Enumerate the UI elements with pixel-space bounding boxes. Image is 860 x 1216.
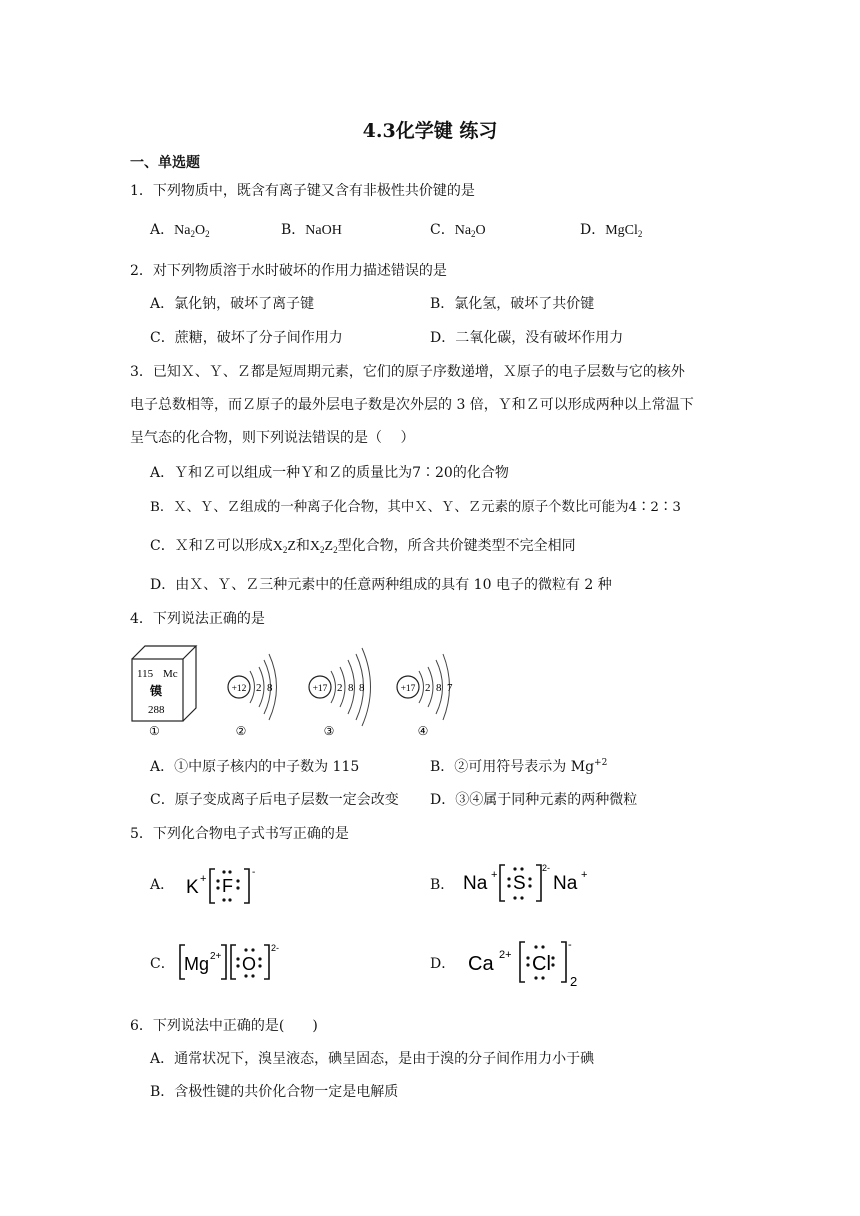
svg-text:③: ③	[323, 724, 335, 738]
q4-stem: 4．下列说法正确的是	[130, 611, 265, 627]
q3-option-b: B．Ｘ、Ｙ、Ｚ组成的一种离子化合物，其中Ｘ、Ｙ、Ｚ元素的原子个数比可能为4∶2∶3	[150, 500, 681, 515]
q3-stem-line2: 电子总数相等，而Ｚ原子的最外层电子数是次外层的 3 倍，Ｙ和Ｚ可以形成两种以上常温下	[130, 397, 694, 413]
electron-formula-d	[467, 934, 592, 990]
element-card-mass: 288	[148, 704, 165, 716]
svg-text:K: K	[186, 877, 199, 898]
svg-text:2+: 2+	[210, 951, 222, 962]
q5-stem: 5．下列化合物电子式书写正确的是	[130, 826, 349, 842]
svg-text:+17: +17	[312, 684, 328, 694]
q4-option-a: A．①中原子核内的中子数为 115	[150, 759, 360, 775]
electron-formula-c	[176, 940, 286, 986]
svg-text:2+: 2+	[499, 949, 512, 961]
svg-text:+: +	[581, 869, 588, 881]
electron-formula-a	[183, 862, 273, 908]
q2-option-d: D．二氧化碳，没有破坏作用力	[430, 330, 624, 346]
svg-text:+: +	[491, 869, 498, 881]
svg-text:④: ④	[417, 724, 429, 738]
svg-text:O: O	[242, 954, 257, 974]
q3-option-c: C．Ｘ和Ｚ可以形成$X_2Z$和$X_2Z_2$型化合物，所含共价键类型不完全相同	[150, 538, 576, 555]
svg-text:2 8: 2 8	[256, 682, 273, 694]
svg-text:+: +	[200, 873, 207, 885]
svg-text:S: S	[513, 873, 526, 894]
q3-option-a: A．Ｙ和Ｚ可以组成一种Ｙ和Ｚ的质量比为7∶20的化合物	[150, 465, 509, 481]
svg-text:2-: 2-	[542, 863, 551, 873]
q3-option-d: D．由Ｘ、Ｙ、Ｚ三种元素中的任意两种组成的具有 10 电子的微粒有 2 种	[150, 577, 612, 593]
page-title: 4.3化学键 练习	[362, 120, 498, 142]
atom-structure-figure	[128, 642, 458, 738]
q1-option-d: D．MgCl$_2$	[580, 222, 643, 239]
q4-option-c: C．原子变成离子后电子层数一定会改变	[150, 792, 399, 808]
section-heading: 一、单选题	[130, 155, 200, 171]
svg-text:-: -	[568, 939, 572, 951]
svg-text:2 8 7: 2 8 7	[425, 682, 453, 694]
element-card-number: 115	[137, 668, 154, 680]
atom-diagram-2	[228, 654, 277, 738]
svg-text:Na: Na	[463, 873, 488, 894]
q5-option-d-label: D．	[430, 956, 456, 972]
q2-option-a: A．氯化钠，破坏了离子键	[150, 296, 315, 312]
q3-stem-line1: 3．已知Ｘ、Ｙ、Ｚ都是短周期元素，它们的原子序数递增，Ｘ原子的电子层数与它的核外	[130, 364, 685, 380]
svg-text:②: ②	[235, 724, 247, 738]
label-1: ①	[149, 724, 160, 738]
q6-option-a: A．通常状况下，溴呈液态，碘呈固态，是由于溴的分子间作用力小于碘	[150, 1051, 595, 1067]
element-card-name: 镆	[150, 684, 163, 698]
q6-stem: 6．下列说法中正确的是( )	[130, 1018, 318, 1034]
q5-option-c-label: C．	[150, 956, 175, 972]
svg-text:+17: +17	[400, 684, 416, 694]
atom-diagram-3	[309, 648, 371, 738]
atom-diagram-4	[397, 654, 453, 738]
q1-option-b: B．NaOH	[281, 222, 342, 238]
svg-text:Na: Na	[553, 873, 578, 894]
q1-option-c: C．$Na_2O$	[430, 222, 486, 239]
svg-text:Ca: Ca	[468, 953, 494, 975]
q3-stem-line3: 呈气态的化合物，则下列说法错误的是（ ）	[130, 430, 415, 446]
svg-text:+12: +12	[231, 684, 247, 694]
q2-option-c: C．蔗糖，破坏了分子间作用力	[150, 330, 343, 346]
q1-stem: 1．下列物质中，既含有离子键又含有非极性共价键的是	[130, 183, 475, 199]
svg-text:2-: 2-	[271, 943, 280, 953]
svg-text:Cl: Cl	[532, 953, 551, 975]
element-card-symbol: Mc	[163, 668, 178, 680]
svg-text:-: -	[252, 867, 256, 878]
q2-stem: 2．对下列物质溶于水时破坏的作用力描述错误的是	[130, 263, 447, 279]
svg-text:Mg: Mg	[184, 954, 210, 974]
q4-option-b: B．②可用符号表示为 $Mg^{+2}$	[430, 758, 608, 775]
q5-option-a-label: A．	[150, 877, 175, 893]
svg-text:2 8 8: 2 8 8	[337, 682, 365, 694]
q1-option-a: A．$Na_2O_2$	[150, 222, 210, 239]
q2-option-b: B．氯化氢，破坏了共价键	[430, 296, 595, 312]
electron-formula-b	[462, 858, 597, 906]
q4-option-d: D．③④属于同种元素的两种微粒	[430, 792, 638, 808]
svg-text:F: F	[222, 876, 233, 896]
q6-option-b: B．含极性键的共价化合物一定是电解质	[150, 1084, 399, 1100]
q5-option-b-label: B．	[430, 877, 455, 893]
svg-text:2: 2	[570, 974, 578, 989]
